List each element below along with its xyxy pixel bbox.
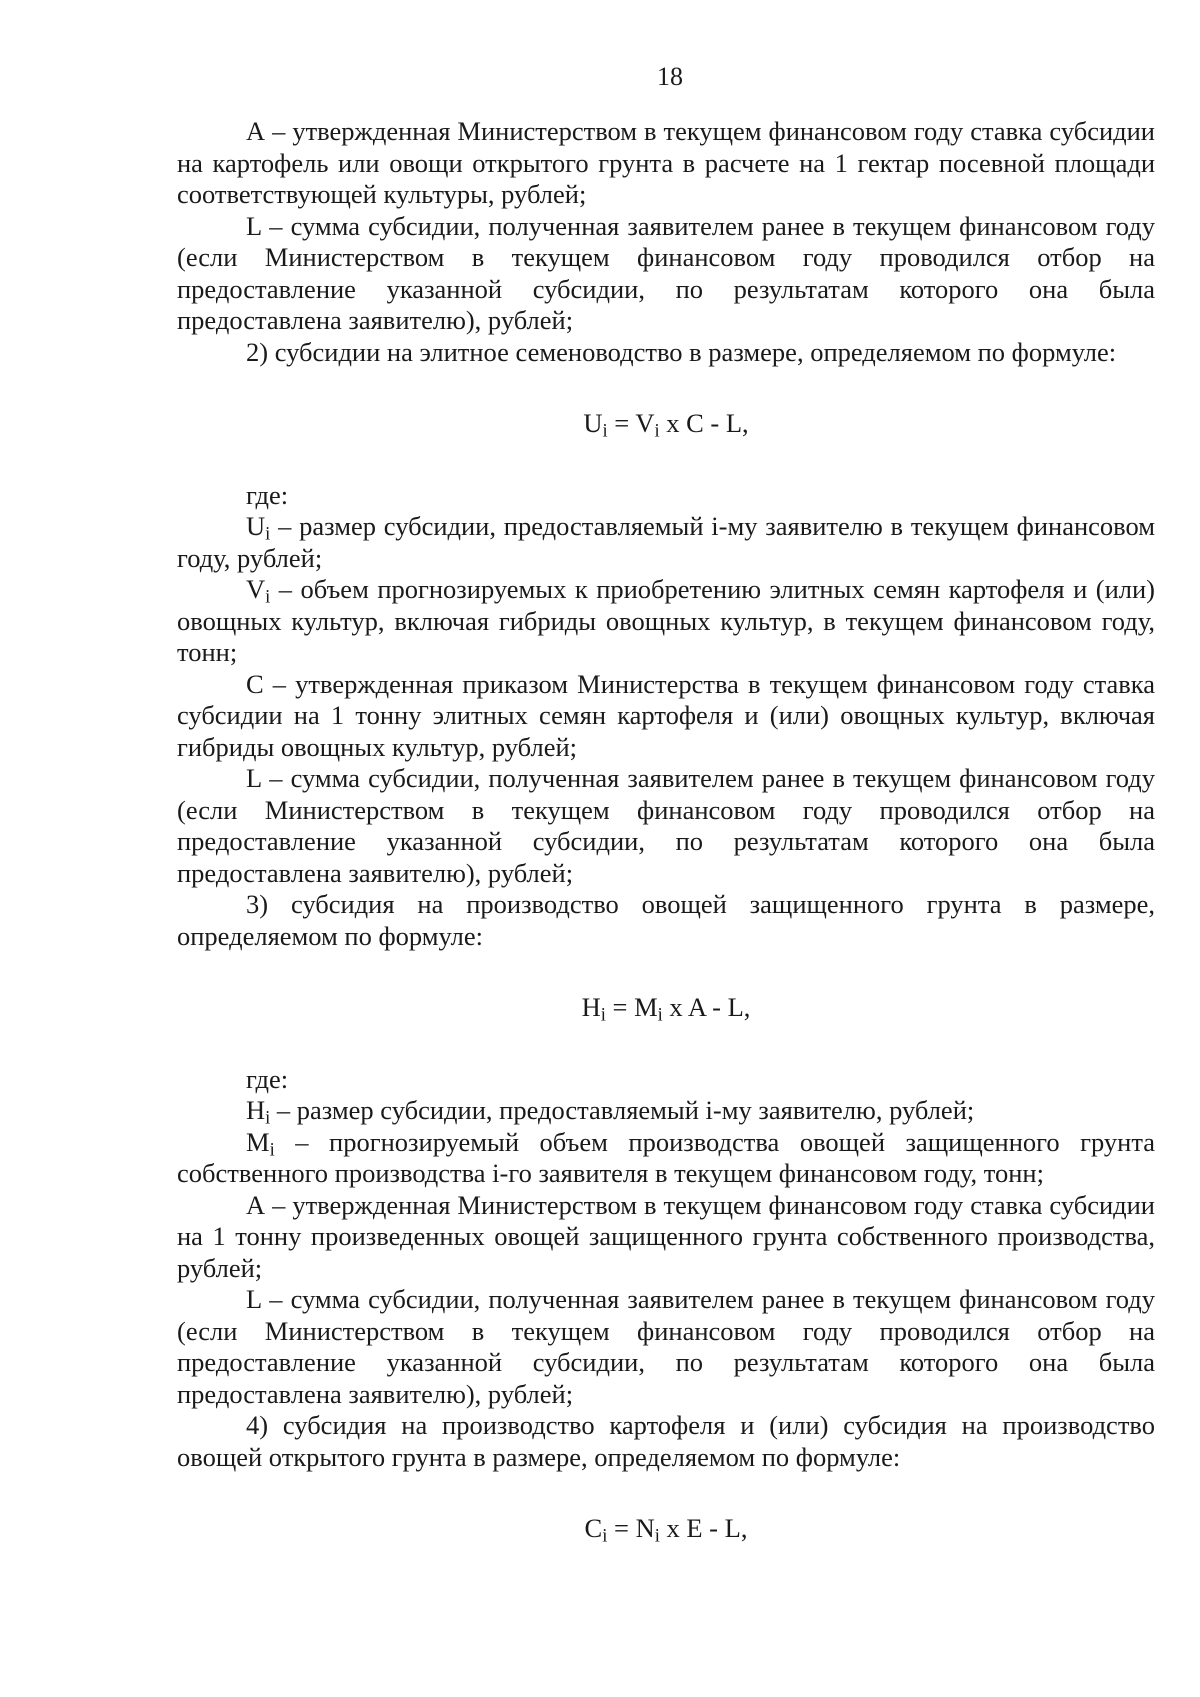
- definition-m: $M_i$ – прогнозируемый объем производства овощей защищенного грунта собственного производства i-го заявителя в текущем финансовом году, тонн;: [177, 1126, 1155, 1188]
- paragraph-item-4: 4) субсидия на производство картофеля и (или) субсидия на производство овощей открытого грунта в размере, определяемом по формуле:: [177, 1410, 1155, 1472]
- definition-c: С – утвержденная приказом Министерства в текущем финансовом году ставка субсидии на 1 тонну элитных семян картофеля и (или) овощных культур, включая гибриды овощных культур, рублей;: [177, 668, 1155, 762]
- document-body: [177, 116, 1155, 1545]
- where-label-2: где:: [246, 1063, 289, 1094]
- formula-elite-seeds: $U_i = V_i$ x C - L,: [583, 408, 749, 442]
- definition-a-2: А – утвержденная Министерством в текущем финансовом году ставка субсидии на 1 тонну произведенных овощей защищенного грунта собственного производства, рублей;: [177, 1189, 1155, 1283]
- formula-greenhouse: $H_i = M_i$ x A - L,: [581, 992, 751, 1026]
- paragraph-item-2: 2) субсидии на элитное семеноводство в размере, определяемом по формуле:: [246, 336, 1117, 367]
- definition-h: $H_i$ – размер субсидии, предоставляемый i-му заявителю, рублей;: [246, 1095, 975, 1129]
- formula-potato-vegetables: $C_i = N_i$ x E - L,: [584, 1513, 748, 1547]
- definition-l-2: L – сумма субсидии, полученная заявителем ранее в текущем финансовом году (если Министерством в текущем финансовом году проводился отбор на предоставление указанной субсидии, по результатам которого она была предоставлена заявителю), рублей;: [177, 763, 1155, 888]
- paragraph-item-3: 3) субсидия на производство овощей защищенного грунта в размере, определяемом по формуле:: [177, 889, 1155, 951]
- paragraph-a-rate: А – утвержденная Министерством в текущем финансовом году ставка субсидии на картофель или овощи открытого грунта в расчете на 1 гектар посевной площади соответствующей культуры, рублей;: [177, 116, 1155, 209]
- where-label-1: где:: [246, 479, 289, 510]
- page-number: 18: [657, 62, 683, 91]
- definition-v: $V_i$ – объем прогнозируемых к приобретению элитных семян картофеля и (или) овощных культур, включая гибриды овощных культур, в текущем финансовом году, тонн;: [177, 574, 1155, 667]
- paragraph-l-sum: L – сумма субсидии, полученная заявителем ранее в текущем финансовом году (если Министерством в текущем финансовом году проводился отбор на предоставление указанной субсидии, по результатам которого она была предоставлена заявителю), рублей;: [177, 210, 1155, 335]
- definition-l-3: L – сумма субсидии, полученная заявителем ранее в текущем финансовом году (если Министерством в текущем финансовом году проводился отбор на предоставление указанной субсидии, по результатам которого она была предоставлена заявителю), рублей;: [177, 1284, 1155, 1409]
- definition-u: $U_i$ – размер субсидии, предоставляемый i-му заявителю в текущем финансовом году, рублей;: [177, 511, 1155, 573]
